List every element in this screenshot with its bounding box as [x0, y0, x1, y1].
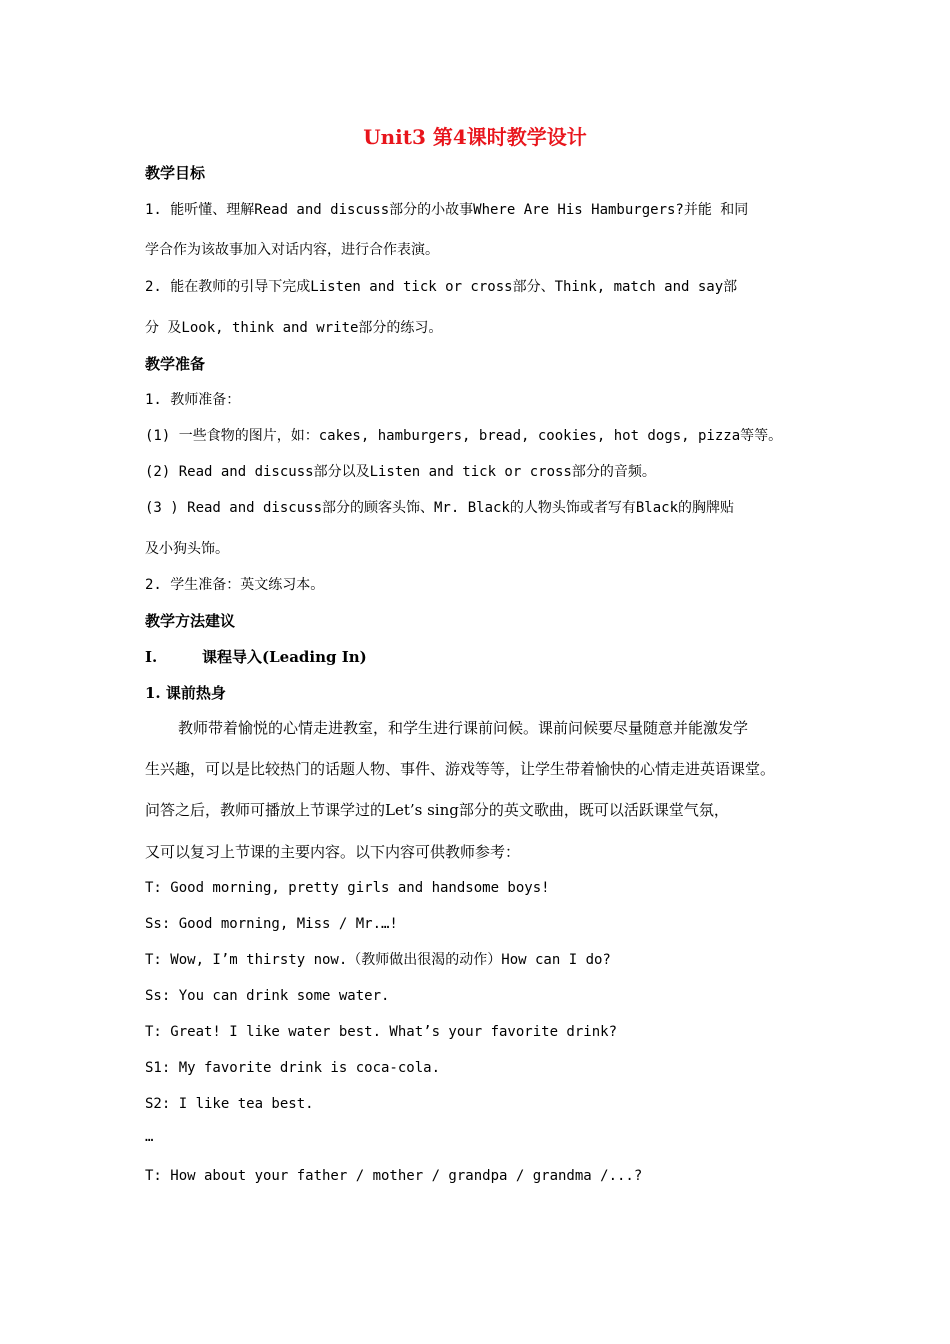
section-heading-preparation: 教学准备: [145, 355, 206, 373]
paragraph-line-2: 生兴趣，可以是比较热门的话题人物、事件、游戏等等，让学生带着愉快的心情走进英语课堂。: [145, 760, 776, 778]
paragraph-line-4: 又可以复习上节课的主要内容。以下内容可供教师参考：: [145, 843, 521, 861]
dialogue-line: Ss: You can drink some water.: [145, 988, 390, 1004]
dialogue-line: T: Wow, I’m thirsty now.（教师做出很渴的动作）How can I do?: [145, 952, 611, 968]
paragraph-line-3: 问答之后，教师可播放上节课学过的Let’s sing部分的英文歌曲，既可以活跃课堂气氛，: [145, 801, 729, 819]
dialogue-line: S2: I like tea best.: [145, 1096, 314, 1112]
dialogue-line: T: Good morning, pretty girls and handsome boys!: [145, 880, 550, 896]
prep-student: 2. 学生准备：英文练习本。: [145, 577, 325, 593]
dialogue-line: T: Great! I like water best. What’s your favorite drink?: [145, 1024, 618, 1040]
prep-teacher-item-3-line-2: 及小狗头饰。: [145, 541, 229, 557]
objective-2-line-2: 分 及Look, think and write部分的练习。: [145, 320, 443, 336]
paragraph-line-1: 教师带着愉悦的心情走进教室，和学生进行课前问候。课前问候要尽量随意并能激发学: [178, 719, 749, 737]
subsection-warmup: 1. 课前热身: [145, 684, 226, 702]
roman-numeral: I.: [145, 648, 158, 666]
objective-2-line-1: 2. 能在教师的引导下完成Listen and tick or cross部分、Think, match and say部: [145, 279, 738, 295]
document-title: Unit3 第4课时教学设计: [363, 125, 587, 149]
subsection-title: 课程导入(Leading In): [202, 648, 367, 666]
prep-teacher-item-3-line-1: (3 ) Read and discuss部分的顾客头饰、Mr. Black的人物头饰或者写有Black的胸牌贴: [145, 500, 735, 516]
subsection-leading-in: [145, 647, 367, 667]
objective-1-line-2: 学合作为该故事加入对话内容，进行合作表演。: [145, 242, 439, 258]
objective-1-line-1: 1. 能听懂、理解Read and discuss部分的小故事Where Are His Hamburgers?并能 和同: [145, 202, 749, 218]
dialogue-line: Ss: Good morning, Miss / Mr.…!: [145, 916, 398, 932]
section-heading-methods: 教学方法建议: [145, 612, 236, 630]
dialogue-line: S1: My favorite drink is coca-cola.: [145, 1060, 441, 1076]
prep-teacher-item-2: (2) Read and discuss部分以及Listen and tick or cross部分的音频。: [145, 464, 656, 480]
prep-teacher-item-1: (1) 一些食物的图片，如：cakes, hamburgers, bread, cookies, hot dogs, pizza等等。: [145, 428, 783, 444]
section-heading-objectives: 教学目标: [145, 164, 206, 182]
prep-teacher: 1. 教师准备：: [145, 392, 241, 408]
dialogue-ellipsis: …: [145, 1129, 154, 1145]
dialogue-line: T: How about your father / mother / grandpa / grandma /...?: [145, 1168, 643, 1184]
